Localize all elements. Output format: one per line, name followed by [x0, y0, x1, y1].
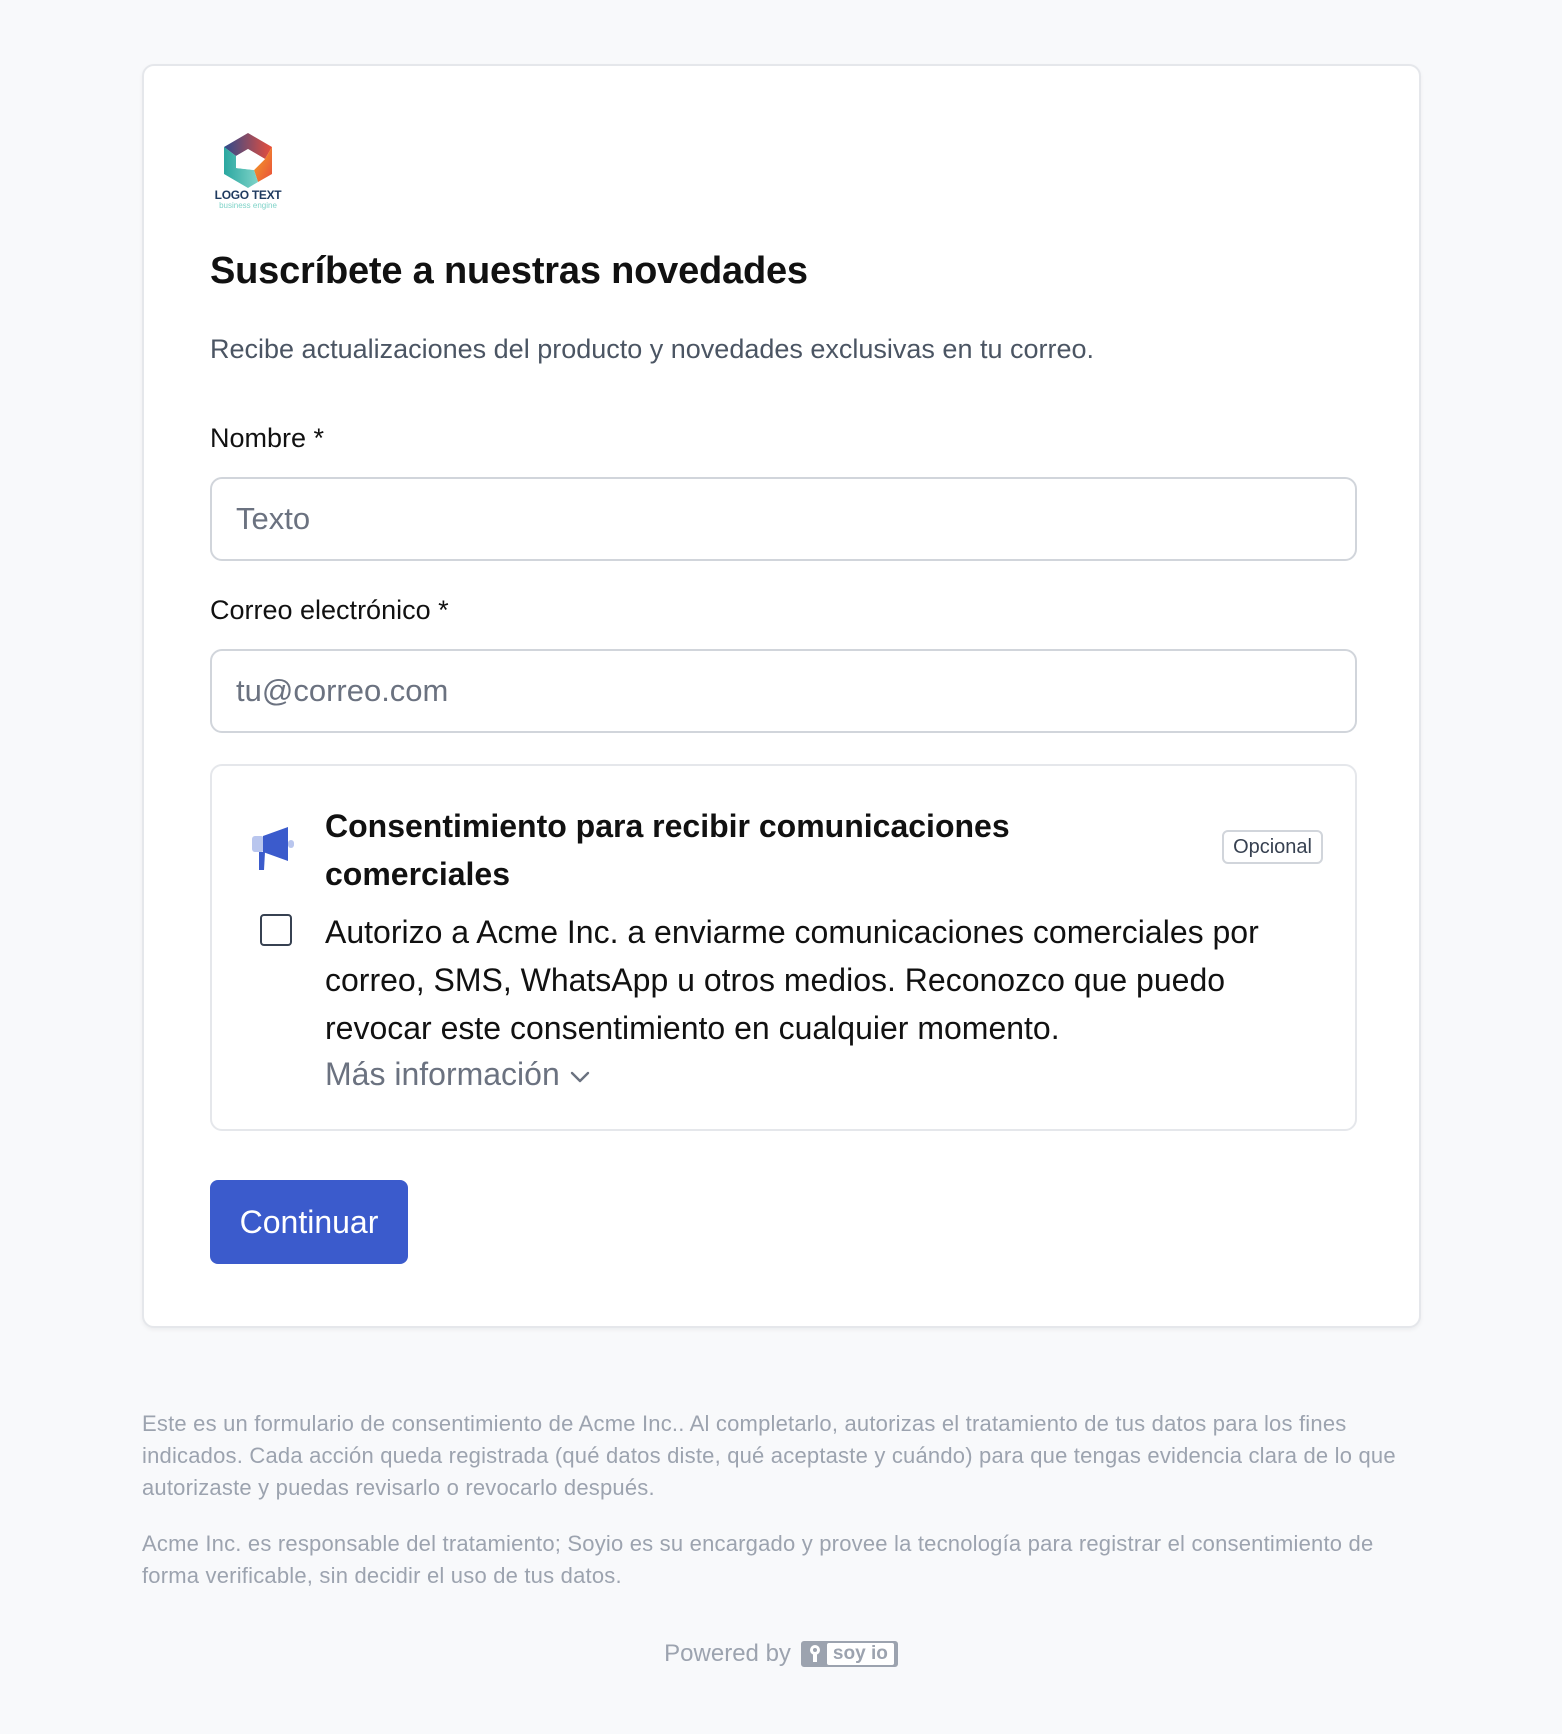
legal-notice: Este es un formulario de consentimiento de Acme Inc.. Al completarlo, autorizas el tratamiento de tus datos para los fines indicados. Cada acción queda registrada (qué datos diste, qué aceptaste y cuándo) para que tengas evidencia clara de lo que autorizaste y puedas revisarlo o revocarlo después. [142, 1411, 1396, 1500]
form-card [142, 64, 1421, 1328]
legal-responsibility: Acme Inc. es responsable del tratamiento; Soyio es su encargado y provee la tecnología para registrar el consentimiento de forma verificable, sin decidir el uso de tus datos. [142, 1531, 1374, 1588]
chevron-down-icon [570, 1070, 590, 1084]
optional-badge: Opcional [1222, 830, 1323, 864]
logo-subtext: business engine [219, 201, 277, 210]
consent-title: Consentimiento para recibir comunicaciones comerciales [325, 808, 1010, 892]
email-field-label: Correo electrónico * [210, 595, 449, 625]
page-subtitle: Recibe actualizaciones del producto y novedades exclusivas en tu correo. [210, 334, 1095, 364]
consent-text: Autorizo a Acme Inc. a enviarme comunicaciones comerciales por correo, SMS, WhatsApp u otros medios. Reconozco que puedo revocar este consentimiento en cualquier momento. [325, 914, 1259, 1046]
consent-card [210, 764, 1357, 1131]
powered-by-footer [0, 1640, 1562, 1668]
consent-checkbox[interactable] [260, 914, 292, 946]
name-input[interactable] [210, 477, 1357, 561]
continue-button[interactable]: Continuar [210, 1180, 408, 1264]
logo-text: LOGO TEXT [214, 188, 282, 202]
brand-logo [210, 130, 286, 208]
name-field-label: Nombre * [210, 423, 325, 453]
soyio-wordmark: soy io [827, 1643, 894, 1665]
soyio-logo[interactable] [801, 1641, 898, 1667]
megaphone-icon [250, 824, 300, 874]
key-icon [803, 1641, 827, 1667]
powered-by-label: Powered by [664, 1640, 791, 1667]
page-title: Suscríbete a nuestras novedades [210, 250, 808, 292]
more-info-label: Más información [325, 1056, 560, 1092]
logo-mark-icon [210, 130, 286, 190]
email-input[interactable] [210, 649, 1357, 733]
more-info-toggle[interactable] [325, 1056, 590, 1093]
